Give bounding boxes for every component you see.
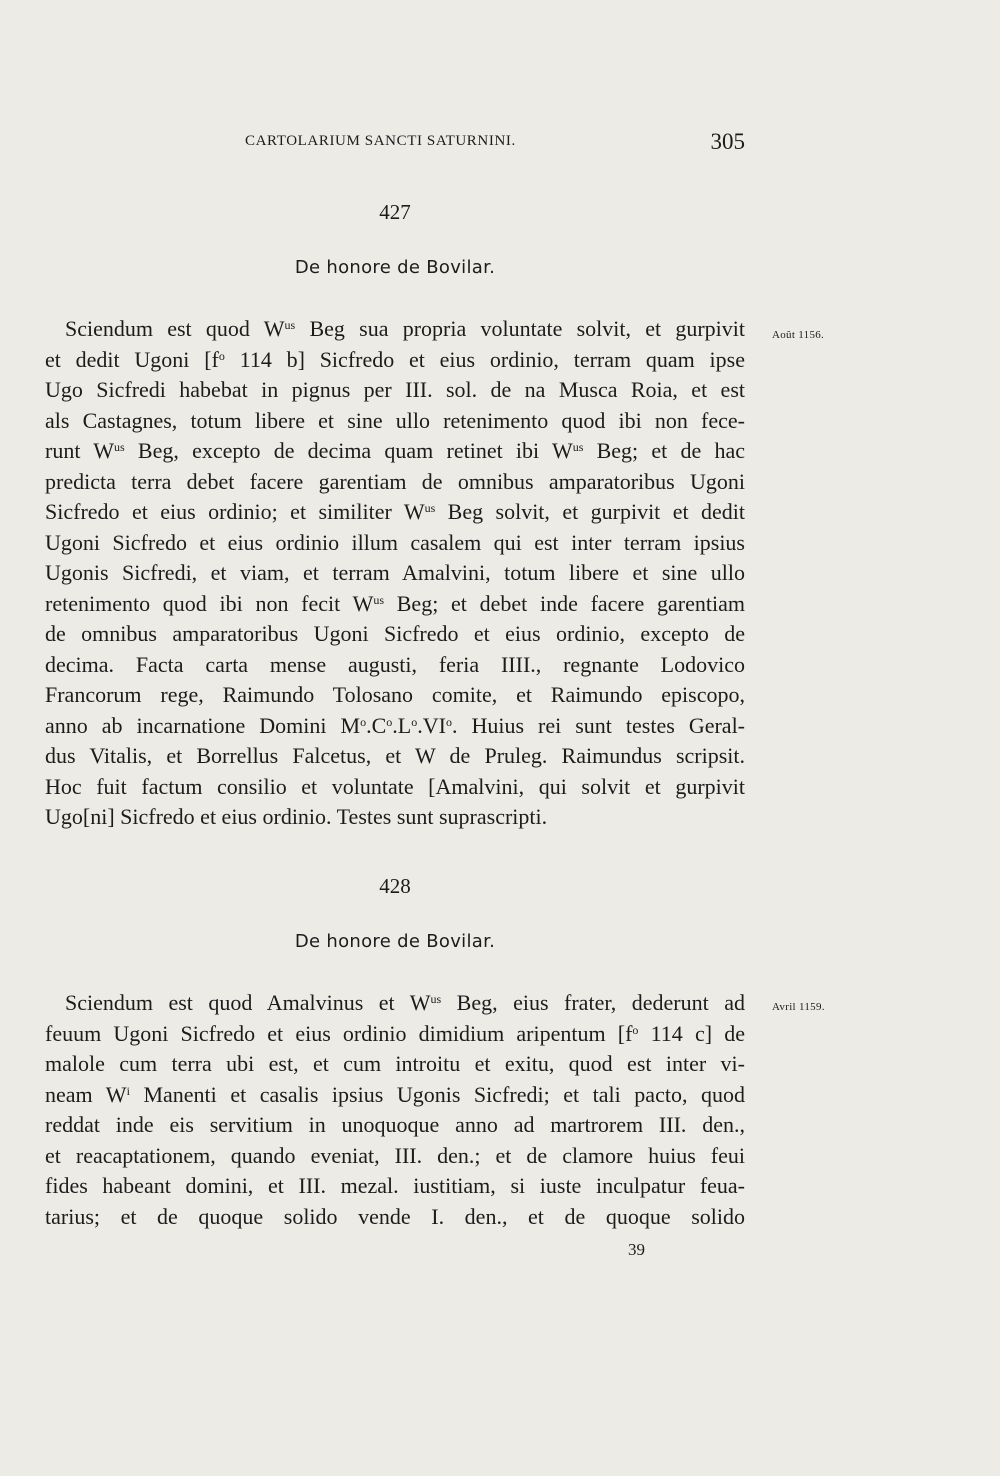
running-title: CARTOLARIUM SANCTI SATURNINI. <box>245 133 516 149</box>
text-line: predicta terra debet facere garentiam de omnibus amparatoribus Ugoni <box>45 468 745 494</box>
signature-mark: 39 <box>628 1240 645 1259</box>
text-line: Ugoni Sicfredo et eius ordinio illum casalem qui est inter terram ipsius <box>45 529 745 555</box>
margin-date: Août 1156. <box>772 329 825 341</box>
margin-date: Avril 1159. <box>772 1001 825 1013</box>
text-line: fides habeant domini, et III. mezal. iustitiam, si iuste inculpatur feua- <box>45 1173 745 1198</box>
text-line: de omnibus amparatoribus Ugoni Sicfredo et eius ordinio, excepto de <box>45 621 745 646</box>
charter-title: De honore de Bovilar. <box>294 257 496 278</box>
charter-number: 428 <box>379 874 411 898</box>
text-line: als Castagnes, totum libere et sine ullo retenimento quod ibi non fece- <box>45 407 745 433</box>
text-line: feuum Ugoni Sicfredo et eius ordinio dimidium aripentum [$f^o$ 114 c] de <box>45 1020 745 1046</box>
text-line: Ugo[ni] Sicfredo et eius ordinio. Testes sunt suprascripti. <box>45 804 548 829</box>
charter-text <box>45 988 745 1232</box>
charter-text <box>45 314 745 833</box>
text-line: Hoc fuit factum consilio et voluntate [Amalvini, qui solvit et gurpivit <box>45 773 745 799</box>
text-line: decima. Facta carta mense augusti, feria IIII., regnante Lodovico <box>45 651 745 677</box>
text-line: et reacaptationem, quando eveniat, III. den.; et de clamore huius feui <box>45 1142 745 1168</box>
text-line: dus Vitalis, et Borrellus Falcetus, et W de Pruleg. Raimundus scripsit. <box>45 743 745 768</box>
text-line: Francorum rege, Raimundo Tolosano comite, et Raimundo episcopo, <box>45 682 745 707</box>
text-line: et dedit Ugoni [$f^o$ 114 b] Sicfredo et eius ordinio, terram quam ipse <box>45 346 745 372</box>
text-line: Sciendum est quod Amalvinus et $W^{us}$ Beg, eius frater, dederunt ad <box>65 990 745 1015</box>
text-line: Ugo Sicfredi habebat in pignus per III. sol. de na Musca Roia, et est <box>45 377 745 402</box>
text-line: Ugonis Sicfredi, et viam, et terram Amalvini, totum libere et sine ullo <box>45 560 745 585</box>
text-line: neam $W^i$ Manenti et casalis ipsius Ugonis Sicfredi; et tali pacto, quod <box>45 1081 745 1107</box>
text-line: Sciendum est quod $W^{us}$ Beg sua propria voluntate solvit, et gurpivit <box>65 316 745 341</box>
text-line: retenimento quod ibi non fecit $W^{us}$ Beg; et debet inde facere garentiam <box>45 590 745 616</box>
text-line: Sicfredo et eius ordinio; et similiter $W^{us}$ Beg solvit, et gurpivit et dedit <box>45 499 745 524</box>
page-number: 305 <box>710 129 745 154</box>
charter-number: 427 <box>379 200 411 224</box>
text-line: tarius; et de quoque solido vende I. den., et de quoque solido <box>45 1203 745 1229</box>
running-head <box>45 129 745 157</box>
text-line: malole cum terra ubi est, et cum introitu et exitu, quod est inter vi- <box>45 1051 745 1076</box>
charter-title: De honore de Bovilar. <box>294 931 496 952</box>
text-line: anno ab incarnatione Domini $M^o.C^o.L^o.VI^o$. Huius rei sunt testes Geral- <box>45 712 746 738</box>
text-line: reddat inde eis servitium in unoquoque anno ad martrorem III. den., <box>45 1112 745 1137</box>
text-line: runt $W^{us}$ Beg, excepto de decima quam retinet ibi $W^{us}$ Beg; et de hac <box>45 438 745 463</box>
